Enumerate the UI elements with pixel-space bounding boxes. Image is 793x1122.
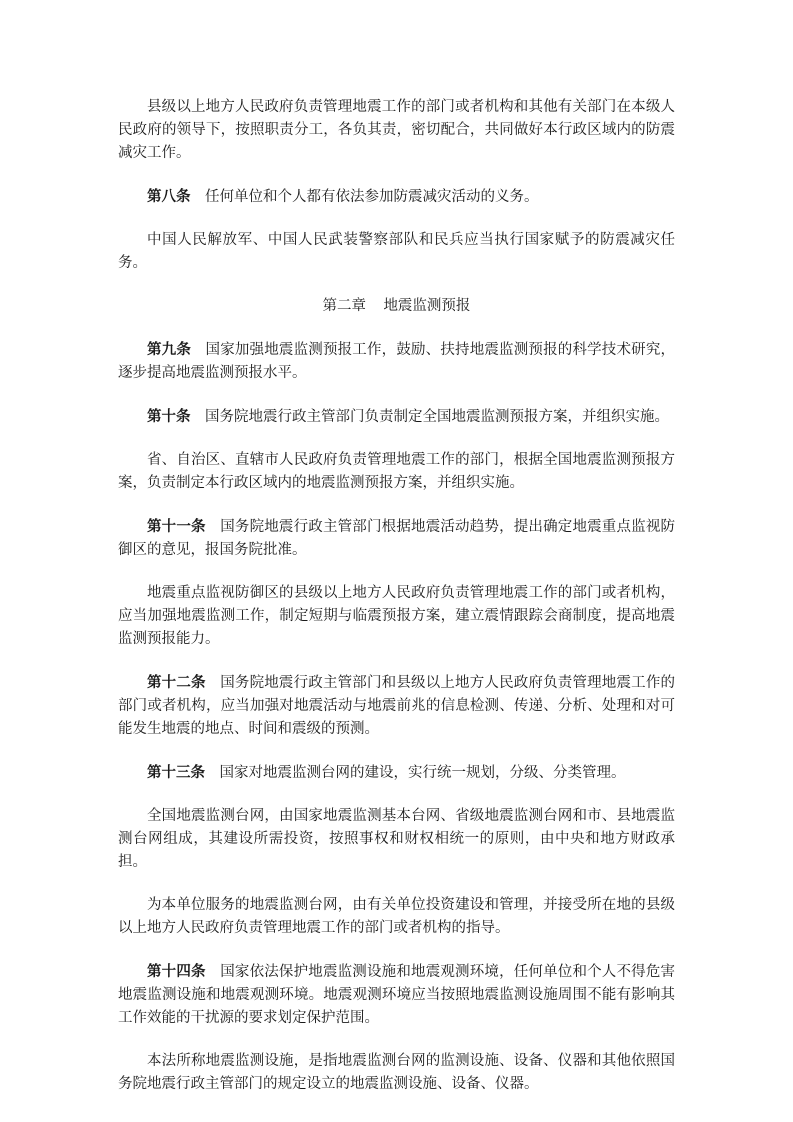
paragraph-text: 任何单位和个人都有依法参加防震减灾活动的义务。 xyxy=(205,189,539,205)
paragraph-text: 中国人民解放军、中国人民武装警察部队和民兵应当执行国家赋予的防震减灾任务。 xyxy=(118,232,675,271)
paragraph xyxy=(118,1050,675,1096)
paragraph-text: 国务院地震行政主管部门负责制定全国地震监测预报方案，并组织实施。 xyxy=(205,409,669,425)
article-label: 第十二条 xyxy=(147,674,206,691)
paragraph-text: 国家加强地震监测预报工作，鼓励、扶持地震监测预报的科学技术研究，逐步提高地震监测预报水平。 xyxy=(118,342,675,381)
article-paragraph xyxy=(118,960,675,1030)
article-label: 第八条 xyxy=(147,188,191,205)
chapter-heading xyxy=(118,295,675,318)
article-paragraph xyxy=(118,405,675,429)
paragraph-text: 县级以上地方人民政府负责管理地震工作的部门或者机构和其他有关部门在本级人民政府的领导下，按照职责分工，各负其责，密切配合，共同做好本行政区域内的防震减灾工作。 xyxy=(118,99,675,161)
paragraph xyxy=(118,96,675,165)
article-paragraph xyxy=(118,338,675,385)
article-label: 第九条 xyxy=(147,341,192,358)
chapter-title: 地震监测预报 xyxy=(383,298,471,314)
paragraph-text: 地震重点监视防御区的县级以上地方人民政府负责管理地震工作的部门或者机构，应当加强地震监测工作，制定短期与临震预报方案，建立震情跟踪会商制度，提高地震监测预报能力。 xyxy=(118,585,675,647)
paragraph-text: 国家对地震监测台网的建设，实行统一规划，分级、分类管理。 xyxy=(219,765,626,781)
paragraph-text: 本法所称地震监测设施，是指地震监测台网的监测设施、设备、仪器和其他依照国务院地震行政主管部门的规定设立的地震监测设施、设备、仪器。 xyxy=(118,1053,675,1092)
paragraph xyxy=(118,805,675,874)
paragraph-text: 为本单位服务的地震监测台网，由有关单位投资建设和管理，并接受所在地的县级以上地方人民政府负责管理地震工作的部门或者机构的指导。 xyxy=(118,897,675,936)
article-paragraph xyxy=(118,671,675,741)
paragraph-text: 国家依法保护地震监测设施和地震观测环境，任何单位和个人不得危害地震监测设施和地震观测环境。地震观测环境应当按照地震监测设施周围不能有影响其工作效能的干扰源的要求划定保护范围。 xyxy=(118,964,676,1026)
paragraph-text: 全国地震监测台网，由国家地震监测基本台网、省级地震监测台网和市、县地震监测台网组成，其建设所需投资，按照事权和财权相统一的原则，由中央和地方财政承担。 xyxy=(118,808,675,870)
paragraph-text: 国务院地震行政主管部门根据地震活动趋势，提出确定地震重点监视防御区的意见，报国务院批准。 xyxy=(118,519,676,558)
article-label: 第十一条 xyxy=(147,518,206,535)
paragraph xyxy=(118,582,675,651)
article-paragraph xyxy=(118,185,675,209)
paragraph-text: 省、自治区、直辖市人民政府负责管理地震工作的部门，根据全国地震监测预报方案，负责制定本行政区域内的地震监测预报方案，并组织实施。 xyxy=(118,452,675,491)
article-paragraph xyxy=(118,761,675,785)
article-label: 第十三条 xyxy=(147,764,205,781)
paragraph xyxy=(118,449,675,495)
chapter-number: 第二章 xyxy=(322,298,367,314)
paragraph xyxy=(118,894,675,940)
article-label: 第十条 xyxy=(147,408,191,425)
article-paragraph xyxy=(118,515,675,562)
paragraph xyxy=(118,229,675,275)
paragraph-text: 国务院地震行政主管部门和县级以上地方人民政府负责管理地震工作的部门或者机构，应当加强对地震活动与地震前兆的信息检测、传递、分析、处理和对可能发生地震的地点、时间和震级的预测。 xyxy=(118,675,676,737)
article-label: 第十四条 xyxy=(147,963,206,980)
